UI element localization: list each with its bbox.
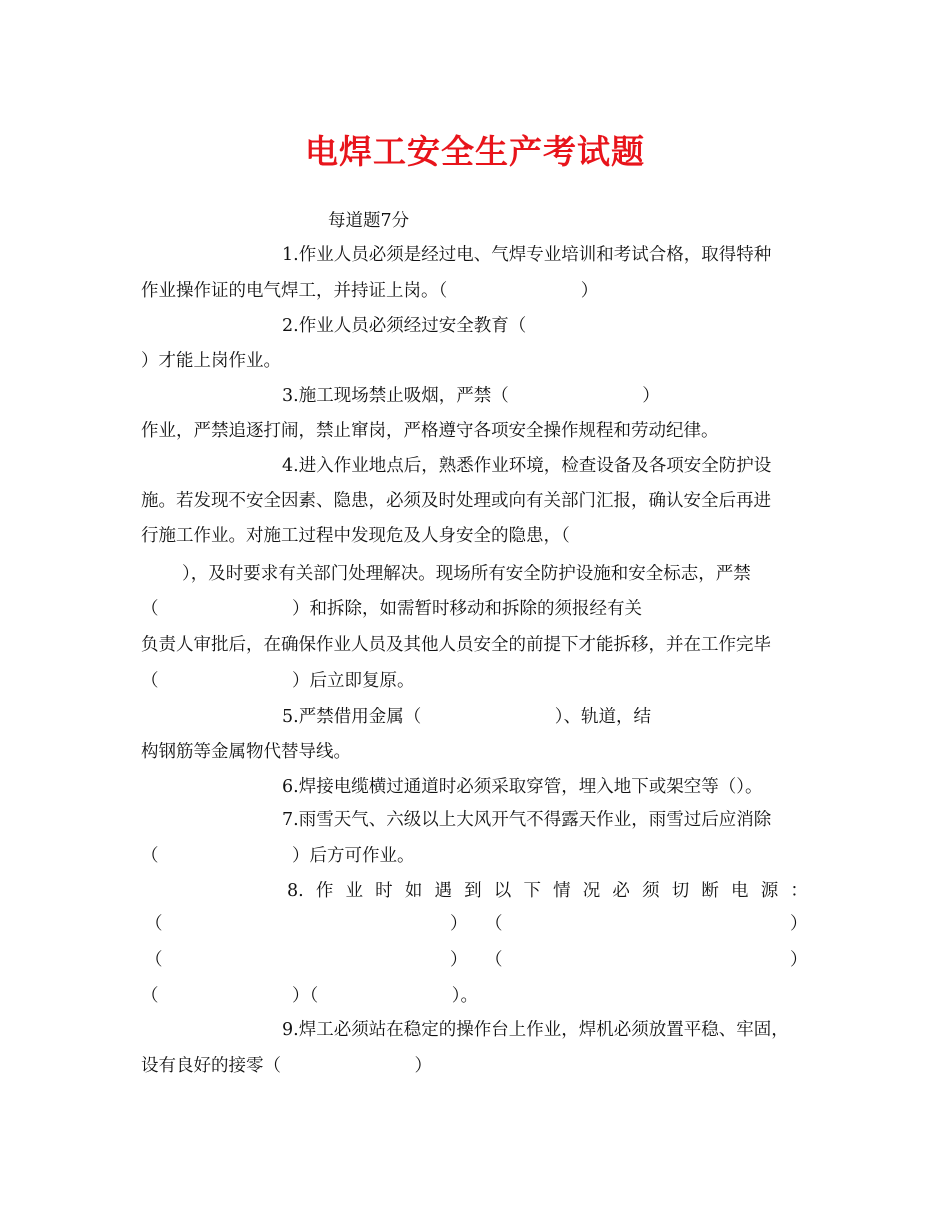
- question-4-line-3: 行施工作业。对施工过程中发现危及人身安全的隐患，（: [141, 526, 570, 546]
- q8-char: 况: [582, 881, 601, 901]
- q8-row2-open-b: （: [485, 950, 503, 970]
- question-3-line-1: 3.施工现场禁止吸烟，严禁（ ）: [282, 386, 660, 406]
- q8-char: 须: [642, 881, 660, 901]
- q8-char: 电: [731, 881, 749, 901]
- q8-char: 必: [612, 881, 630, 901]
- q8-char: 到: [464, 881, 482, 901]
- q8-char: 作: [315, 881, 334, 901]
- q8-row1-open-b: （: [485, 914, 503, 934]
- question-1-line-1: 1.作业人员必须是经过电、气焊专业培训和考试合格，取得特种: [282, 245, 772, 265]
- q8-row2-open-a: （: [145, 950, 163, 970]
- q8-char: 下: [523, 881, 541, 901]
- q8-char: ：: [790, 881, 808, 901]
- question-2-line-2: ）才能上岗作业。: [141, 351, 281, 371]
- question-4-line-1: 4.进入作业地点后，熟悉作业环境，检查设备及各项安全防护设: [282, 456, 772, 476]
- question-5-line-2: 构钢筋等金属物代替导线。: [141, 742, 351, 762]
- question-4-line-5: （ ）和拆除，如需暂时移动和拆除的须报经有关: [141, 599, 643, 619]
- q8-char: 以: [493, 881, 512, 901]
- question-4-line-2: 施。若发现不安全因素、隐患，必须及时处理或向有关部门汇报，确认安全后再进: [141, 491, 771, 511]
- question-7-line-1: 7.雨雪天气、六级以上大风开气不得露天作业，雨雪过后应消除: [282, 810, 772, 830]
- question-7-line-2: （ ）后方可作业。: [141, 846, 415, 866]
- q8-row1-open-a: （: [145, 914, 163, 934]
- q8-row3: （ ）（ ）。: [141, 986, 479, 1006]
- q8-char: 时: [375, 881, 393, 901]
- question-6-line-1: 6.焊接电缆横过通道时必须采取穿管，埋入地下或架空等（）。: [282, 777, 763, 797]
- question-9-line-1: 9.焊工必须站在稳定的操作台上作业，焊机必须放置平稳、牢固，: [282, 1020, 789, 1040]
- question-5-line-1: 5.严禁借用金属（ ）、轨道，结: [282, 707, 651, 727]
- question-1-line-2: 作业操作证的电气焊工，并持证上岗。（ ）: [141, 281, 599, 301]
- q8-char: 8.: [287, 881, 304, 901]
- question-8-line-1: [287, 879, 808, 903]
- q8-char: 如: [404, 881, 423, 901]
- question-4-line-6: 负责人审批后，在确保作业人员及其他人员安全的前提下才能拆移，并在工作完毕: [141, 635, 771, 655]
- q8-char: 源: [760, 881, 779, 901]
- question-9-line-2: 设有良好的接零（ ）: [141, 1056, 433, 1076]
- document-title: 电焊工安全生产考试题: [305, 132, 645, 171]
- question-2-line-1: 2.作业人员必须经过安全教育（: [282, 316, 527, 336]
- q8-char: 断: [701, 881, 719, 901]
- q8-row1-close-a: ）: [450, 914, 468, 934]
- score-note: 每道题7分: [328, 211, 410, 231]
- q8-row2-close-a: ）: [450, 950, 468, 970]
- q8-char: 遇: [434, 881, 452, 901]
- q8-row2-close-b: ）: [790, 950, 808, 970]
- question-3-line-2: 作业，严禁追逐打闹，禁止窜岗，严格遵守各项安全操作规程和劳动纪律。: [141, 421, 719, 441]
- question-4-line-7: （ ）后立即复原。: [141, 671, 415, 691]
- q8-char: 切: [671, 881, 690, 901]
- q8-char: 业: [345, 881, 364, 901]
- q8-row1-close-b: ）: [790, 914, 808, 934]
- question-4-line-4: ），及时要求有关部门处理解决。现场所有安全防护设施和安全标志，严禁: [182, 564, 751, 584]
- q8-char: 情: [553, 881, 571, 901]
